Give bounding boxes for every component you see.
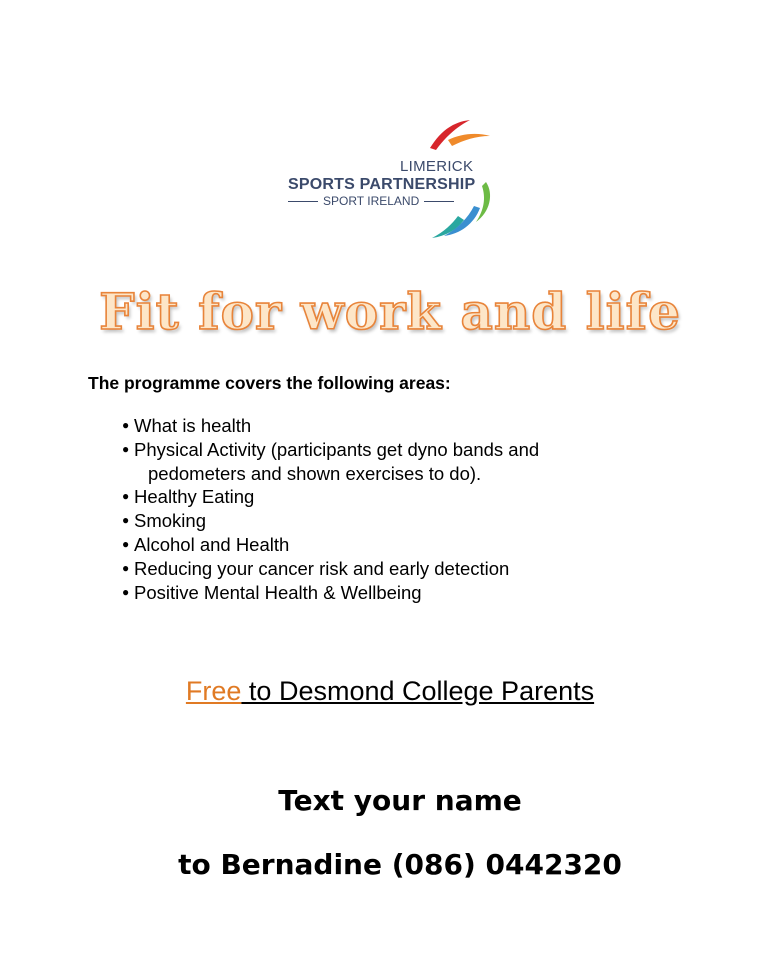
logo-swoosh-orange	[448, 134, 490, 146]
list-item-text: Physical Activity (participants get dyno bands and	[134, 438, 540, 460]
logo-limerick-text: LIMERICK	[400, 158, 474, 175]
list-item	[122, 414, 604, 438]
list-item-body	[134, 414, 604, 438]
page-title: Fit for work and life	[99, 282, 681, 341]
logo-sports-partnership-text: SPORTS PARTNERSHIP	[288, 176, 476, 193]
list-item	[122, 557, 604, 581]
list-item-text: Reducing your cancer risk and early detection	[134, 557, 510, 579]
topics-list	[122, 414, 604, 604]
cta-contact-number: to Bernadine (086) 0442320	[178, 848, 622, 881]
list-item-body	[134, 557, 604, 581]
limerick-sports-partnership-logo	[280, 112, 510, 242]
bullet-icon: ●	[122, 418, 130, 432]
logo-swoosh-green	[476, 182, 490, 222]
list-item-text: Smoking	[134, 510, 206, 532]
list-item-body	[134, 485, 604, 509]
intro-heading: The programme covers the following areas:	[88, 373, 451, 393]
bullet-icon: ●	[122, 441, 130, 456]
list-item-text: Healthy Eating	[134, 486, 255, 508]
list-item	[122, 509, 604, 533]
logo-sport-ireland-text: SPORT IRELAND	[323, 194, 420, 208]
list-item	[122, 485, 604, 509]
cta-text-your-name: Text your name	[278, 784, 522, 817]
list-item	[122, 533, 604, 557]
logo-rule-right	[424, 201, 454, 202]
offer-free-word: Free	[185, 676, 242, 706]
list-item-body	[134, 509, 604, 533]
list-item-body	[134, 438, 604, 486]
logo-sport-ireland-row	[288, 194, 454, 208]
list-item	[122, 581, 604, 605]
logo-rule-left	[288, 201, 318, 202]
bullet-icon: ●	[122, 560, 130, 575]
list-item-text: Alcohol and Health	[134, 533, 290, 555]
offer-rest-text: to Desmond College Parents	[241, 676, 595, 706]
offer-line	[0, 676, 780, 707]
list-item-text: Positive Mental Health & Wellbeing	[134, 581, 422, 603]
list-item	[122, 438, 604, 486]
list-item-body	[134, 581, 604, 605]
list-item-continuation: pedometers and shown exercises to do).	[148, 462, 482, 484]
list-item-body	[134, 533, 604, 557]
bullet-icon: ●	[122, 584, 130, 599]
bullet-icon: ●	[122, 536, 130, 551]
bullet-icon: ●	[122, 489, 130, 504]
list-item-text: What is health	[134, 415, 252, 436]
bullet-icon: ●	[122, 513, 130, 528]
